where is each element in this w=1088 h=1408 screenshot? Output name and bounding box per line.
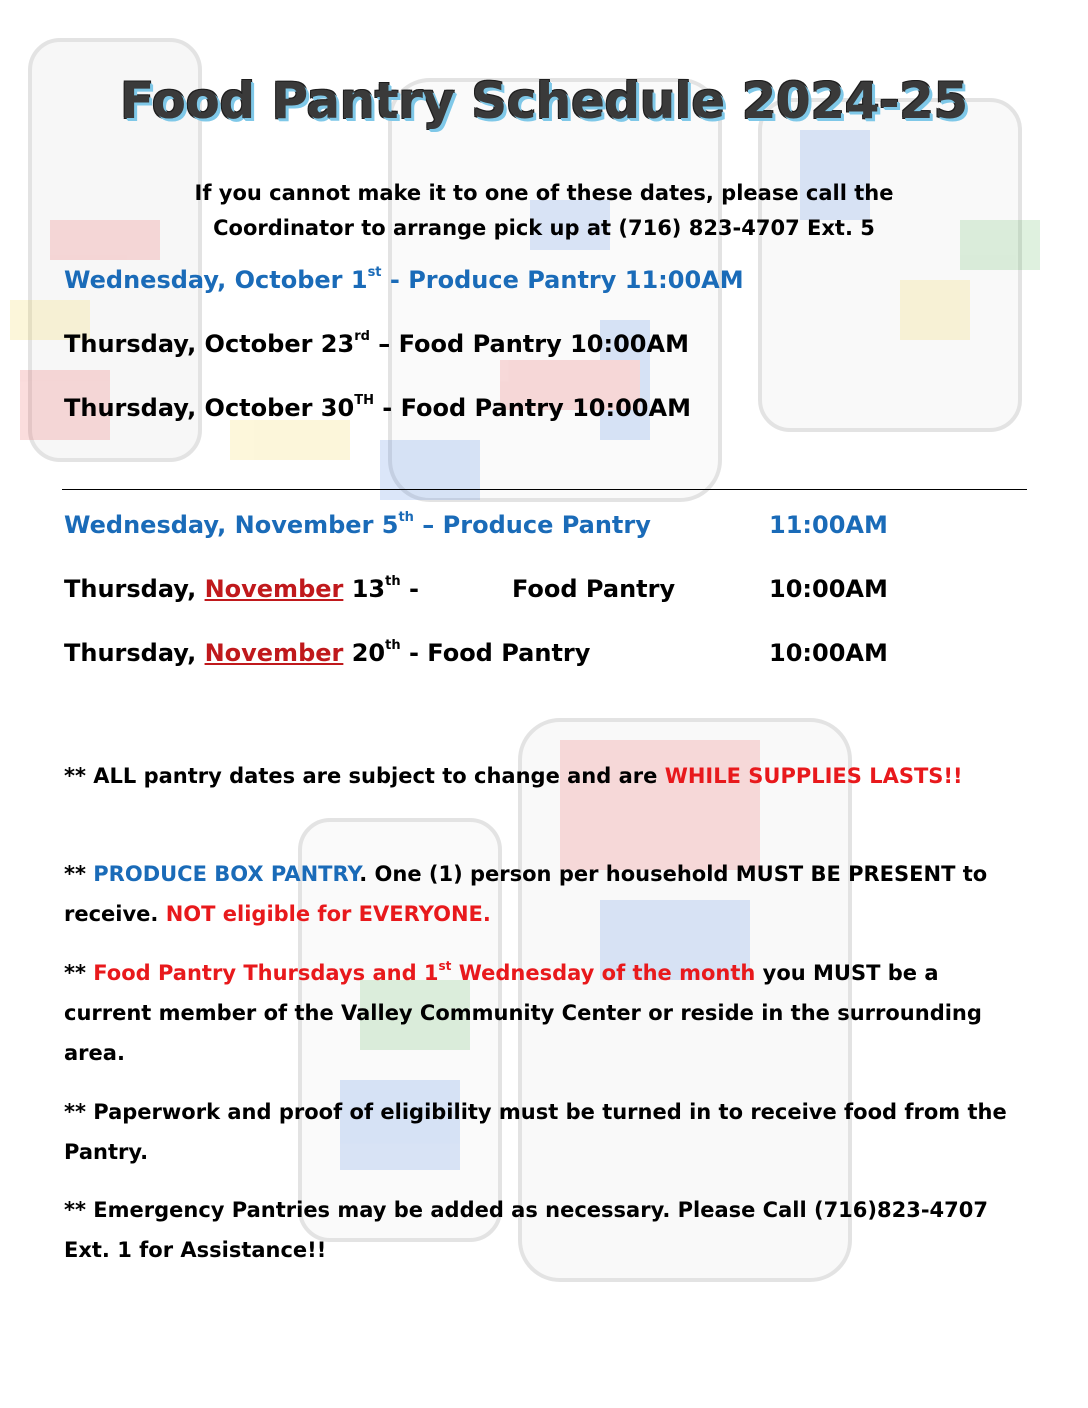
schedule-row-nov-13: Thursday, November 13th - Food Pantry 10:00AM (64, 574, 888, 603)
section-divider (62, 489, 1027, 490)
month-link-november[interactable]: November (204, 639, 344, 667)
schedule-row-oct-1: Wednesday, October 1st - Produce Pantry 11:00AM (64, 265, 744, 294)
intro-text (0, 176, 1088, 246)
note-membership: ** Food Pantry Thursdays and 1st Wednesday of the month you MUST be a current member of the Valley Community Center or reside in the surrounding area. (64, 959, 982, 1065)
schedule-row-oct-23: Thursday, October 23rd – Food Pantry 10:00AM (64, 329, 689, 358)
schedule-row-nov-5: Wednesday, November 5th – Produce Pantry 11:00AM (64, 510, 888, 539)
note-emergency: ** Emergency Pantries may be added as necessary. Please Call (716)823-4707 Ext. 1 for Assistance!! (64, 1198, 988, 1262)
page-title: Food Pantry Schedule 2024-25 (120, 72, 968, 130)
time-nov-13: 10:00AM (769, 575, 888, 603)
month-link-november[interactable]: November (204, 575, 344, 603)
label-nov-13: Food Pantry (512, 575, 676, 603)
intro-line-2: Coordinator to arrange pick up at (716) 823-4707 Ext. 5 (213, 216, 875, 240)
schedule-row-oct-30: Thursday, October 30TH - Food Pantry 10:00AM (64, 393, 691, 422)
note-produce-box: ** PRODUCE BOX PANTRY. One (1) person per household MUST BE PRESENT to receive. NOT eligible for EVERYONE. (64, 862, 988, 926)
intro-line-1: If you cannot make it to one of these dates, please call the (194, 181, 894, 205)
time-nov-20: 10:00AM (769, 639, 888, 667)
schedule-row-nov-20: Thursday, November 20th - Food Pantry 10:00AM (64, 638, 888, 667)
note-paperwork: ** Paperwork and proof of eligibility must be turned in to receive food from the Pantry. (64, 1100, 1007, 1164)
note-dates-subject-to-change: ** ALL pantry dates are subject to change and are WHILE SUPPLIES LASTS!! (64, 764, 963, 788)
time-nov-5: 11:00AM (769, 511, 888, 539)
